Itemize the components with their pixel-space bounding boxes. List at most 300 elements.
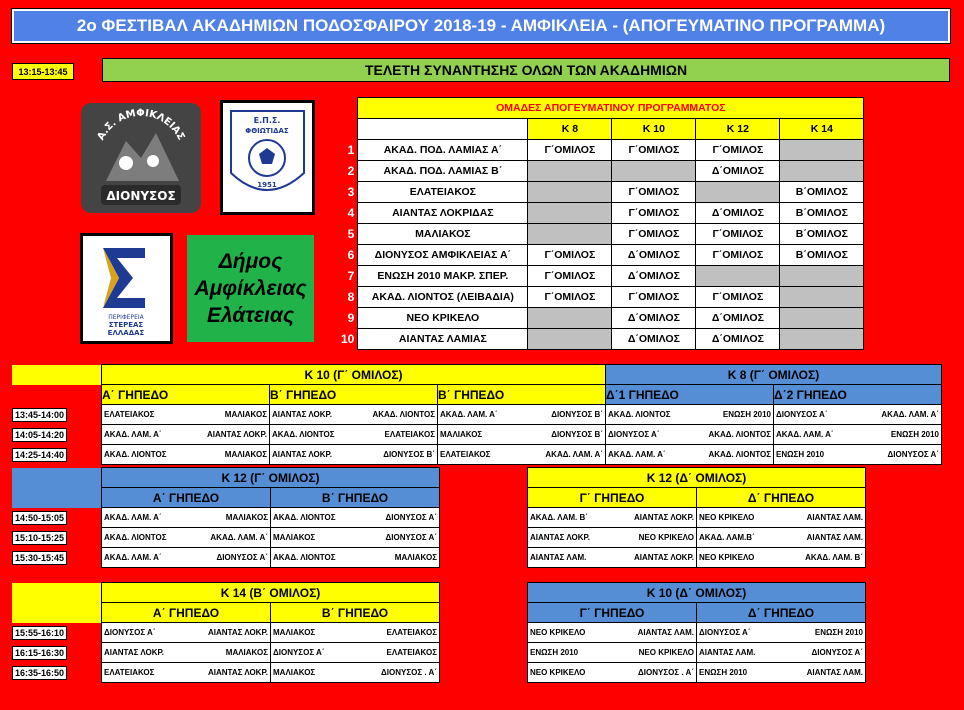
team-number: 5 xyxy=(347,227,355,241)
match-cell xyxy=(270,445,438,465)
home-team: ΕΝΩΣΗ 2010 xyxy=(776,450,825,459)
away-team: ΔΙΟΝΥΣΟΣ Β΄ xyxy=(383,450,435,459)
team-row xyxy=(341,308,864,329)
time-slot xyxy=(12,445,102,465)
team-row xyxy=(341,140,864,161)
match-pair xyxy=(774,430,941,439)
match-cell xyxy=(270,405,438,425)
match-cell xyxy=(774,425,942,445)
teams-table-title: ΟΜΑΔΕΣ ΑΠΟΓΕΥΜΑΤΙΝΟΥ ΠΡΟΓΡΑΜΜΑΤΟΣ xyxy=(358,98,864,119)
field-header: Γ΄ ΓΗΠΕΔΟ xyxy=(528,603,697,623)
field-header: Α΄ ΓΗΠΕΔΟ xyxy=(102,488,271,508)
home-team: ΑΙΑΝΤΑΣ ΛΑΜ. xyxy=(530,553,587,562)
match-cell xyxy=(270,425,438,445)
team-group-cell: Γ΄ΟΜΙΛΟΣ xyxy=(612,287,696,308)
match-pair xyxy=(697,668,865,677)
team-group-cell: Β΄ΟΜΙΛΟΣ xyxy=(780,203,864,224)
away-team: ΔΙΟΝΥΣΟΣ Β΄ xyxy=(551,430,603,439)
away-team: ΝΕΟ ΚΡΙΚΕΛΟ xyxy=(638,533,694,542)
match-pair xyxy=(102,513,270,522)
match-cell xyxy=(102,445,270,465)
match-row xyxy=(12,548,440,568)
away-team: ΜΑΛΙΑΚΟΣ xyxy=(224,450,267,459)
match-cell xyxy=(271,508,440,528)
match-cell xyxy=(438,405,606,425)
team-group-cell xyxy=(780,287,864,308)
team-group-cell: Γ΄ΟΜΙΛΟΣ xyxy=(612,203,696,224)
home-team: ΑΚΑΔ. ΛΑΜ. Α΄ xyxy=(104,430,162,439)
team-group-cell: Δ΄ΟΜΙΛΟΣ xyxy=(612,308,696,329)
match-pair xyxy=(606,430,773,439)
match-pair xyxy=(102,648,270,657)
team-group-cell xyxy=(780,140,864,161)
away-team: ΕΝΩΣΗ 2010 xyxy=(814,628,863,637)
away-team: ΜΑΛΙΑΚΟΣ xyxy=(224,410,267,419)
team-name: ΑΚΑΔ. ΠΟΔ. ΛΑΜΙΑΣ Β΄ xyxy=(358,161,528,182)
match-pair xyxy=(697,628,865,637)
time-slot xyxy=(12,643,102,663)
team-group-cell: Δ΄ΟΜΙΛΟΣ xyxy=(696,203,780,224)
dionysos-logo xyxy=(81,103,201,213)
home-team: ΝΕΟ ΚΡΙΚΕΛΟ xyxy=(530,668,586,677)
municipality-line-2: Αμφίκλειας xyxy=(194,277,307,300)
time-label: 14:05-14:20 xyxy=(12,428,67,442)
team-group-cell xyxy=(780,308,864,329)
eps-emblem xyxy=(223,103,312,212)
svg-text:Α.Σ. ΑΜΦΙΚΛΕΙΑΣ: Α.Σ. ΑΜΦΙΚΛΕΙΑΣ xyxy=(95,107,187,143)
match-cell xyxy=(102,528,271,548)
schedule-block-k10-k8 xyxy=(12,364,942,465)
away-team: ΝΕΟ ΚΡΙΚΕΛΟ xyxy=(638,648,694,657)
svg-text:ΕΛΛΑΔΑΣ: ΕΛΛΑΔΑΣ xyxy=(107,329,145,337)
match-cell xyxy=(102,548,271,568)
svg-text:Ε.Π.Σ.: Ε.Π.Σ. xyxy=(253,116,281,125)
home-team: ΜΑΛΙΑΚΟΣ xyxy=(273,628,316,637)
team-row xyxy=(341,161,864,182)
svg-text:ΔΙΟΝΥΣΟΣ: ΔΙΟΝΥΣΟΣ xyxy=(106,189,176,203)
away-team: ΔΙΟΝΥΣΟΣ Α΄ xyxy=(385,533,437,542)
team-number: 7 xyxy=(347,269,355,283)
home-team: ΑΚΑΔ. ΛΑΜ. Α΄ xyxy=(440,410,498,419)
match-pair xyxy=(271,533,439,542)
match-cell xyxy=(102,425,270,445)
match-pair xyxy=(438,430,605,439)
time-slot xyxy=(12,548,102,568)
match-pair xyxy=(528,668,696,677)
away-team: ΕΛΑΤΕΙΑΚΟΣ xyxy=(386,628,437,637)
team-number: 1 xyxy=(347,143,355,157)
team-name: ΑΙΑΝΤΑΣ ΛΑΜΙΑΣ xyxy=(358,329,528,350)
team-group-cell: Γ΄ΟΜΙΛΟΣ xyxy=(528,287,612,308)
opening-banner: ΤΕΛΕΤΗ ΣΥΝΑΝΤΗΣΗΣ ΟΛΩΝ ΤΩΝ ΑΚΑΔΗΜΙΩΝ xyxy=(102,58,950,82)
match-row xyxy=(12,643,440,663)
team-number: 8 xyxy=(347,290,355,304)
team-number: 10 xyxy=(341,332,355,346)
match-pair xyxy=(102,668,270,677)
home-team: ΑΚΑΔ. ΛΑΜ. Α΄ xyxy=(776,430,834,439)
away-team: ΑΙΑΝΤΑΣ ΛΟΚΡ. xyxy=(633,513,694,522)
home-team: ΔΙΟΝΥΣΟΣ Α΄ xyxy=(776,410,828,419)
away-team: ΔΙΟΝΥΣΟΣ . Α΄ xyxy=(381,668,437,677)
team-number: 3 xyxy=(347,185,355,199)
match-cell xyxy=(271,663,440,683)
match-cell xyxy=(774,445,942,465)
match-pair xyxy=(697,533,865,542)
schedule-block-k12-d xyxy=(527,467,866,568)
home-team: ΝΕΟ ΚΡΙΚΕΛΟ xyxy=(699,513,755,522)
match-cell xyxy=(102,405,270,425)
home-team: ΕΛΑΤΕΙΑΚΟΣ xyxy=(104,410,155,419)
home-team: ΕΝΩΣΗ 2010 xyxy=(530,648,579,657)
home-team: ΕΛΑΤΕΙΑΚΟΣ xyxy=(440,450,491,459)
match-cell xyxy=(271,623,440,643)
home-team: ΔΙΟΝΥΣΟΣ Α΄ xyxy=(608,430,660,439)
team-group-cell: Β΄ΟΜΙΛΟΣ xyxy=(780,245,864,266)
team-group-cell: Δ΄ΟΜΙΛΟΣ xyxy=(696,308,780,329)
home-team: ΕΛΑΤΕΙΑΚΟΣ xyxy=(104,668,155,677)
match-cell xyxy=(102,643,271,663)
away-team: ΕΝΩΣΗ 2010 xyxy=(722,410,771,419)
schedule-block-k12-g xyxy=(12,467,440,568)
team-group-cell: Γ΄ΟΜΙΛΟΣ xyxy=(612,140,696,161)
away-team: ΔΙΟΝΥΣΟΣ Α΄ xyxy=(385,513,437,522)
block4-title: Κ 14 (Β΄ ΟΜΙΛΟΣ) xyxy=(102,583,440,603)
municipality-logo xyxy=(187,235,314,342)
away-team: ΔΙΟΝΥΣΟΣ Β΄ xyxy=(551,410,603,419)
match-pair xyxy=(271,513,439,522)
match-cell xyxy=(102,663,271,683)
time-label: 14:25-14:40 xyxy=(12,448,67,462)
match-cell xyxy=(271,643,440,663)
match-cell xyxy=(102,623,271,643)
away-team: ΕΛΑΤΕΙΑΚΟΣ xyxy=(386,648,437,657)
field-header: Δ΄ ΓΗΠΕΔΟ xyxy=(697,603,866,623)
block1-left-title: Κ 10 (Γ΄ ΟΜΙΛΟΣ) xyxy=(102,365,606,385)
away-team: ΑΙΑΝΤΑΣ ΛΑΜ. xyxy=(637,628,694,637)
match-pair xyxy=(438,450,605,459)
match-cell xyxy=(528,508,697,528)
team-group-cell: Γ΄ΟΜΙΛΟΣ xyxy=(696,287,780,308)
block3-title: Κ 12 (Δ΄ ΟΜΙΛΟΣ) xyxy=(528,468,866,488)
match-pair xyxy=(697,648,865,657)
col-k8: Κ 8 xyxy=(528,119,612,140)
home-team: ΑΙΑΝΤΑΣ ΛΑΜ. xyxy=(699,648,756,657)
match-pair xyxy=(102,430,269,439)
match-cell xyxy=(697,663,866,683)
municipality-line-3: Ελάτειας xyxy=(206,304,295,327)
schedule-block-k14-b xyxy=(12,582,440,683)
home-team: ΝΕΟ ΚΡΙΚΕΛΟ xyxy=(530,628,586,637)
opening-time: 13:15-13:45 xyxy=(12,63,74,80)
team-name: ΑΚΑΔ. ΠΟΔ. ΛΑΜΙΑΣ Α΄ xyxy=(358,140,528,161)
team-name: ΑΚΑΔ. ΛΙΟΝΤΟΣ (ΛΕΙΒΑΔΙΑ) xyxy=(358,287,528,308)
team-row xyxy=(341,224,864,245)
match-pair xyxy=(270,430,437,439)
match-pair xyxy=(528,628,696,637)
team-group-cell: Δ΄ΟΜΙΛΟΣ xyxy=(612,266,696,287)
team-row xyxy=(341,182,864,203)
away-team: ΑΙΑΝΤΑΣ ΛΟΚΡ. xyxy=(207,628,268,637)
match-pair xyxy=(697,553,865,562)
away-team: ΔΙΟΝΥΣΟΣ Α΄ xyxy=(811,648,863,657)
match-cell xyxy=(697,643,866,663)
team-group-cell xyxy=(528,308,612,329)
time-label: 13:45-14:00 xyxy=(12,408,67,422)
match-pair xyxy=(102,628,270,637)
team-group-cell xyxy=(528,161,612,182)
home-team: ΑΙΑΝΤΑΣ ΛΟΚΡ. xyxy=(530,533,591,542)
away-team: ΑΙΑΝΤΑΣ ΛΑΜ. xyxy=(806,513,863,522)
match-cell xyxy=(438,425,606,445)
home-team: ΑΚΑΔ. ΛΑΜ. Α΄ xyxy=(104,513,162,522)
team-group-cell: Γ΄ΟΜΙΛΟΣ xyxy=(696,245,780,266)
away-team: ΑΚΑΔ. ΛΑΜ. Α΄ xyxy=(545,450,603,459)
team-number: 4 xyxy=(347,206,355,220)
match-pair xyxy=(271,648,439,657)
match-pair xyxy=(606,410,773,419)
match-row xyxy=(12,445,942,465)
match-pair xyxy=(270,450,437,459)
team-number: 9 xyxy=(347,311,355,325)
team-name: ΕΝΩΣΗ 2010 ΜΑΚΡ. ΣΠΕΡ. xyxy=(358,266,528,287)
match-cell xyxy=(271,528,440,548)
home-team: ΑΚΑΔ. ΛΙΟΝΤΟΣ xyxy=(273,553,336,562)
team-row xyxy=(341,287,864,308)
match-cell xyxy=(102,508,271,528)
field-header: Α΄ ΓΗΠΕΔΟ xyxy=(102,385,270,405)
region-sigma-icon xyxy=(83,236,170,341)
match-row xyxy=(528,528,866,548)
team-number: 6 xyxy=(347,248,355,262)
time-slot xyxy=(12,623,102,643)
match-cell xyxy=(697,508,866,528)
match-pair xyxy=(271,628,439,637)
time-label: 16:35-16:50 xyxy=(12,666,67,680)
match-cell xyxy=(528,643,697,663)
time-label: 15:55-16:10 xyxy=(12,626,67,640)
time-slot xyxy=(12,528,102,548)
team-group-cell xyxy=(780,329,864,350)
match-cell xyxy=(697,623,866,643)
time-label: 16:15-16:30 xyxy=(12,646,67,660)
team-number: 2 xyxy=(347,164,355,178)
team-group-cell: Γ΄ΟΜΙΛΟΣ xyxy=(528,266,612,287)
match-cell xyxy=(438,445,606,465)
match-pair xyxy=(271,553,439,562)
match-row xyxy=(528,508,866,528)
field-header: Β΄ ΓΗΠΕΔΟ xyxy=(270,385,438,405)
block2-title: Κ 12 (Γ΄ ΟΜΙΛΟΣ) xyxy=(102,468,440,488)
match-cell xyxy=(606,405,774,425)
col-k10: Κ 10 xyxy=(612,119,696,140)
match-cell xyxy=(774,405,942,425)
home-team: ΔΙΟΝΥΣΟΣ Α΄ xyxy=(273,648,325,657)
municipality-line-1: Δήμος xyxy=(218,250,283,273)
team-group-cell: Β΄ΟΜΙΛΟΣ xyxy=(780,182,864,203)
team-row xyxy=(341,329,864,350)
away-team: ΑΙΑΝΤΑΣ ΛΑΜ. xyxy=(806,533,863,542)
team-group-cell xyxy=(528,329,612,350)
home-team: ΑΚΑΔ. ΛΙΟΝΤΟΣ xyxy=(273,513,336,522)
field-header: Δ΄1 ΓΗΠΕΔΟ xyxy=(606,385,774,405)
team-row xyxy=(341,245,864,266)
away-team: ΑΚΑΔ. ΛΙΟΝΤΟΣ xyxy=(708,430,771,439)
away-team: ΔΙΟΝΥΣΟΣ Α΄ xyxy=(887,450,939,459)
team-group-cell: Β΄ΟΜΙΛΟΣ xyxy=(780,224,864,245)
time-slot xyxy=(12,405,102,425)
home-team: ΑΚΑΔ. ΛΑΜ. Α΄ xyxy=(104,553,162,562)
match-row xyxy=(528,623,866,643)
match-pair xyxy=(528,533,696,542)
team-group-cell xyxy=(528,224,612,245)
team-group-cell: Δ΄ΟΜΙΛΟΣ xyxy=(612,329,696,350)
match-pair xyxy=(528,513,696,522)
block1-right-title: Κ 8 (Γ΄ ΟΜΙΛΟΣ) xyxy=(606,365,942,385)
match-cell xyxy=(606,425,774,445)
away-team: ΑΚΑΔ. ΛΙΟΝΤΟΣ xyxy=(372,410,435,419)
away-team: ΑΚΑΔ. ΛΙΟΝΤΟΣ xyxy=(708,450,771,459)
match-row xyxy=(528,643,866,663)
match-cell xyxy=(697,528,866,548)
away-team: ΑΚΑΔ. ΛΑΜ. Α΄ xyxy=(210,533,268,542)
team-group-cell: Δ΄ΟΜΙΛΟΣ xyxy=(612,245,696,266)
team-name: ΝΕΟ ΚΡΙΚΕΛΟ xyxy=(358,308,528,329)
svg-text:ΦΘΙΩΤΙΔΑΣ: ΦΘΙΩΤΙΔΑΣ xyxy=(245,127,289,135)
time-slot xyxy=(12,663,102,683)
team-group-cell xyxy=(780,266,864,287)
page-title: 2ο ΦΕΣΤΙΒΑΛ ΑΚΑΔΗΜΙΩΝ ΠΟΔΟΣΦΑΙΡΟΥ 2018-19 - ΑΜΦΙΚΛΕΙΑ - (ΑΠΟΓΕΥΜΑΤΙΝΟ ΠΡΟΓΡΑΜΜΑ) xyxy=(12,9,950,43)
team-group-cell: Γ΄ΟΜΙΛΟΣ xyxy=(696,140,780,161)
home-team: ΑΚΑΔ. ΛΑΜ.Β΄ xyxy=(699,533,755,542)
match-pair xyxy=(528,648,696,657)
home-team: ΔΙΟΝΥΣΟΣ Α΄ xyxy=(104,628,156,637)
match-cell xyxy=(528,663,697,683)
team-group-cell: Γ΄ΟΜΙΛΟΣ xyxy=(612,182,696,203)
match-cell xyxy=(528,548,697,568)
team-group-cell xyxy=(696,266,780,287)
field-header: Β΄ ΓΗΠΕΔΟ xyxy=(438,385,606,405)
svg-text:ΠΕΡΙΦΕΡΕΙΑ: ΠΕΡΙΦΕΡΕΙΑ xyxy=(108,314,144,321)
field-header: Γ΄ ΓΗΠΕΔΟ xyxy=(528,488,697,508)
field-header: Δ΄ ΓΗΠΕΔΟ xyxy=(697,488,866,508)
home-team: ΑΚΑΔ. ΛΑΜ. Α΄ xyxy=(608,450,666,459)
away-team: ΜΑΛΙΑΚΟΣ xyxy=(225,648,268,657)
team-name: ΑΙΑΝΤΑΣ ΛΟΚΡΙΔΑΣ xyxy=(358,203,528,224)
home-team: ΑΚΑΔ. ΛΑΜ. Β΄ xyxy=(530,513,588,522)
away-team: ΔΙΟΝΥΣΟΣ Α΄ xyxy=(216,553,268,562)
team-group-cell: Δ΄ΟΜΙΛΟΣ xyxy=(696,329,780,350)
away-team: ΕΝΩΣΗ 2010 xyxy=(890,430,939,439)
team-row xyxy=(341,203,864,224)
region-logo xyxy=(80,233,173,344)
match-cell xyxy=(606,445,774,465)
match-row xyxy=(528,663,866,683)
match-pair xyxy=(102,450,269,459)
match-cell xyxy=(697,548,866,568)
home-team: ΑΙΑΝΤΑΣ ΛΟΚΡ. xyxy=(272,450,333,459)
svg-text:1951: 1951 xyxy=(257,181,277,189)
match-pair xyxy=(438,410,605,419)
team-group-cell xyxy=(528,182,612,203)
team-group-cell: Γ΄ΟΜΙΛΟΣ xyxy=(528,140,612,161)
block5-title: Κ 10 (Δ΄ ΟΜΙΛΟΣ) xyxy=(528,583,866,603)
team-group-cell: Γ΄ΟΜΙΛΟΣ xyxy=(612,224,696,245)
teams-table xyxy=(341,97,864,350)
match-pair xyxy=(774,410,941,419)
time-slot xyxy=(12,425,102,445)
away-team: ΕΛΑΤΕΙΑΚΟΣ xyxy=(384,430,435,439)
home-team: ΜΑΛΙΑΚΟΣ xyxy=(440,430,483,439)
away-team: ΑΙΑΝΤΑΣ ΛΑΜ. xyxy=(806,668,863,677)
match-pair xyxy=(102,553,270,562)
team-group-cell: Γ΄ΟΜΙΛΟΣ xyxy=(696,224,780,245)
team-group-cell xyxy=(528,203,612,224)
home-team: ΑΚΑΔ. ΛΙΟΝΤΟΣ xyxy=(104,450,167,459)
match-pair xyxy=(102,533,270,542)
home-team: ΑΙΑΝΤΑΣ ΛΟΚΡ. xyxy=(104,648,165,657)
col-k14: Κ 14 xyxy=(780,119,864,140)
match-pair xyxy=(606,450,773,459)
col-k12: Κ 12 xyxy=(696,119,780,140)
time-label: 15:30-15:45 xyxy=(12,551,67,565)
home-team: ΔΙΟΝΥΣΟΣ Α΄ xyxy=(699,628,751,637)
team-group-cell: Γ΄ΟΜΙΛΟΣ xyxy=(528,245,612,266)
away-team: ΔΙΟΝΥΣΟΣ . Α΄ xyxy=(638,668,694,677)
home-team: ΑΚΑΔ. ΛΙΟΝΤΟΣ xyxy=(608,410,671,419)
away-team: ΑΙΑΝΤΑΣ ΛΟΚΡ. xyxy=(207,668,268,677)
team-group-cell xyxy=(780,161,864,182)
match-row xyxy=(528,548,866,568)
dionysos-emblem xyxy=(81,103,201,213)
match-row xyxy=(12,508,440,528)
match-row xyxy=(12,528,440,548)
time-label: 14:50-15:05 xyxy=(12,511,67,525)
home-team: ΜΑΛΙΑΚΟΣ xyxy=(273,533,316,542)
away-team: ΜΑΛΙΑΚΟΣ xyxy=(394,553,437,562)
team-group-cell xyxy=(696,182,780,203)
match-pair xyxy=(270,410,437,419)
time-label: 15:10-15:25 xyxy=(12,531,67,545)
field-header: Β΄ ΓΗΠΕΔΟ xyxy=(271,603,440,623)
team-group-cell: Δ΄ΟΜΙΛΟΣ xyxy=(696,161,780,182)
match-pair xyxy=(528,553,696,562)
team-row xyxy=(341,266,864,287)
team-name: ΔΙΟΝΥΣΟΣ ΑΜΦΙΚΛΕΙΑΣ Α΄ xyxy=(358,245,528,266)
away-team: ΑΙΑΝΤΑΣ ΛΟΚΡ. xyxy=(633,553,694,562)
home-team: ΜΑΛΙΑΚΟΣ xyxy=(273,668,316,677)
match-pair xyxy=(697,513,865,522)
match-row xyxy=(12,425,942,445)
match-pair xyxy=(102,410,269,419)
team-name: ΜΑΛΙΑΚΟΣ xyxy=(358,224,528,245)
field-header: Β΄ ΓΗΠΕΔΟ xyxy=(271,488,440,508)
schedule-block-k10-d xyxy=(527,582,866,683)
match-pair xyxy=(774,450,941,459)
match-cell xyxy=(271,548,440,568)
match-cell xyxy=(528,623,697,643)
match-row xyxy=(12,663,440,683)
away-team: ΑΙΑΝΤΑΣ ΛΟΚΡ. xyxy=(206,430,267,439)
team-name: ΕΛΑΤΕΙΑΚΟΣ xyxy=(358,182,528,203)
match-cell xyxy=(528,528,697,548)
home-team: ΑΙΑΝΤΑΣ ΛΟΚΡ. xyxy=(272,410,333,419)
eps-logo xyxy=(220,100,315,215)
home-team: ΑΚΑΔ. ΛΙΟΝΤΟΣ xyxy=(104,533,167,542)
away-team: ΜΑΛΙΑΚΟΣ xyxy=(225,513,268,522)
time-slot xyxy=(12,508,102,528)
away-team: ΑΚΑΔ. ΛΑΜ. Β΄ xyxy=(805,553,863,562)
svg-text:ΣΤΕΡΕΑΣ: ΣΤΕΡΕΑΣ xyxy=(108,321,144,329)
